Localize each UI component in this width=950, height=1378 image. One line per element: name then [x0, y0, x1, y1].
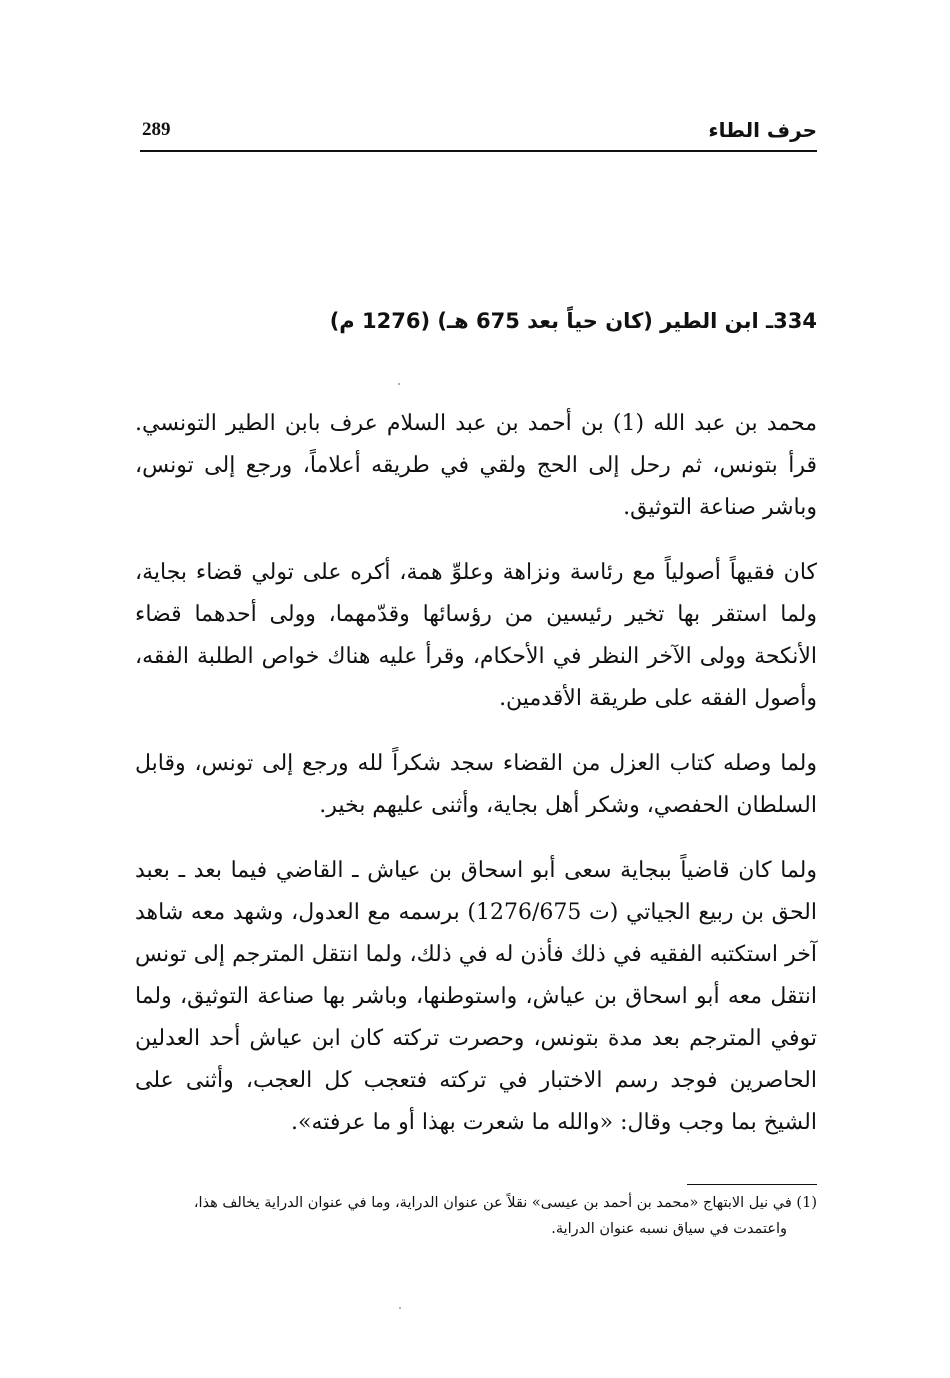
- entry-body: [135, 403, 817, 1167]
- scan-speck: [399, 1307, 401, 1309]
- paragraph: ولما كان قاضياً ببجاية سعى أبو اسحاق بن عياش ـ القاضي فيما بعد ـ بعبد الحق بن ربيع الجياتي (ت 1276/675) برسمه مع العدول، وشهد معه شاهد آخر استكتبه الفقيه في ذلك فأذن له في ذلك، ولما انتقل المترجم إلى تونس انتقل معه أبو اسحاق بن عياش، واستوطنها، وباشر بها صناعة التوثيق، ولما توفي المترجم بعد مدة بتونس، وحصرت تركته كان ابن عياش أحد العدلين الحاصرين فوجد رسم الاختبار في تركته فتعجب كل العجب، وأثنى على الشيخ بما وجب وقال: «والله ما شعرت بهذا أو ما عرفته».: [135, 858, 817, 1135]
- entry-heading: 334ـ ابن الطير (كان حياً بعد 675 هـ) (1276 م): [329, 309, 817, 333]
- footnote-line: واعتمدت في سياق نسبه عنوان الدراية.: [551, 1221, 787, 1237]
- paragraph: كان فقيهاً أصولياً مع رئاسة ونزاهة وعلوِّ همة، أكره على تولي قضاء بجاية، ولما استقر بها تخير رئيسين من رؤسائها وقدّمهما، وولى أحدهما قضاء الأنكحة وولى الآخر النظر في الأحكام، وقرأ عليه هناك خواص الطلبة الفقه، وأصول الفقه على طريقة الأقدمين.: [135, 560, 817, 711]
- page-number: 289: [142, 119, 171, 140]
- paragraph: محمد بن عبد الله (1) بن أحمد بن عبد السلام عرف بابن الطير التونسي. قرأ بتونس، ثم رحل إلى الحج ولقي في طريقه أعلاماً، ورجع إلى تونس، وباشر صناعة التوثيق.: [135, 411, 817, 520]
- footnote-line: (1) في نيل الابتهاج «محمد بن أحمد بن عيسى» نقلاً عن عنوان الدراية، وما في عنوان الدراية يخالف هذا،: [193, 1195, 817, 1211]
- running-header: [140, 116, 817, 152]
- chapter-title: حرف الطاء: [708, 118, 817, 142]
- footnote-separator: [687, 1184, 817, 1185]
- scan-speck: [398, 383, 400, 385]
- paragraph: ولما وصله كتاب العزل من القضاء سجد شكراً لله ورجع إلى تونس، وقابل السلطان الحفصي، وشكر أهل بجاية، وأثنى عليهم بخير.: [135, 751, 817, 818]
- footnote: [132, 1190, 817, 1242]
